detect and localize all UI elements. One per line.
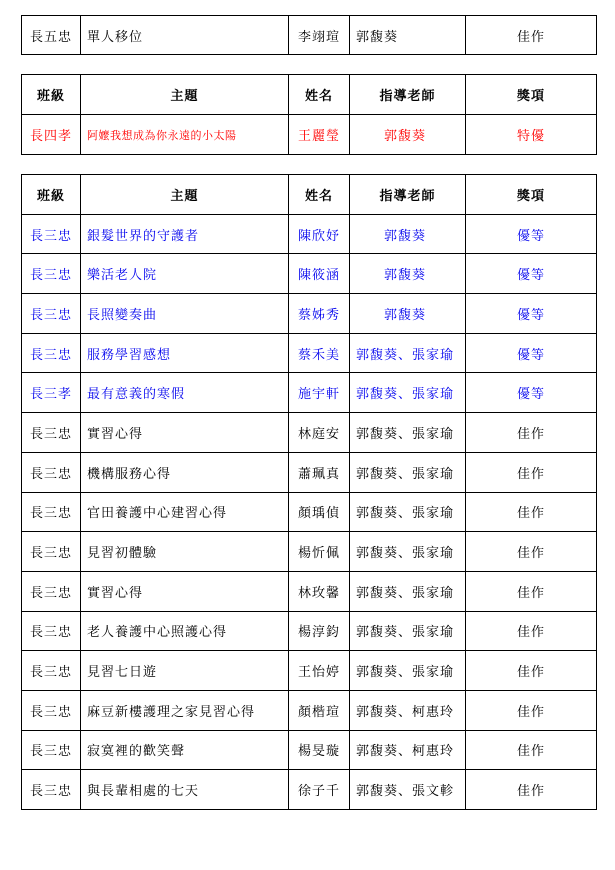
student-name-cell: 楊淳鈞 <box>289 611 350 651</box>
class-cell: 長三忠 <box>22 413 81 453</box>
teacher-cell: 郭馥葵、柯惠玲 <box>350 730 466 770</box>
topic-cell: 單人移位 <box>81 16 289 55</box>
topic-cell: 機構服務心得 <box>81 452 289 492</box>
award-table-senior <box>21 15 597 55</box>
award-cell: 佳作 <box>466 452 597 492</box>
header-name: 姓名 <box>289 75 350 115</box>
table-row <box>22 115 597 155</box>
teacher-cell: 郭馥葵、張家瑜 <box>350 532 466 572</box>
topic-cell: 實習心得 <box>81 413 289 453</box>
table-row <box>22 294 597 334</box>
class-cell: 長三忠 <box>22 571 81 611</box>
teacher-cell: 郭馥葵、張家瑜 <box>350 333 466 373</box>
award-cell: 佳作 <box>466 611 597 651</box>
award-cell: 佳作 <box>466 770 597 810</box>
class-cell: 長五忠 <box>22 16 81 55</box>
class-cell: 長三忠 <box>22 690 81 730</box>
award-table-grade4 <box>21 74 597 155</box>
student-name-cell: 蕭珮真 <box>289 452 350 492</box>
table-row <box>22 413 597 453</box>
class-cell: 長三忠 <box>22 254 81 294</box>
award-cell: 佳作 <box>466 16 597 55</box>
header-topic: 主題 <box>81 175 289 215</box>
table-row <box>22 690 597 730</box>
award-cell: 佳作 <box>466 413 597 453</box>
class-cell: 長三忠 <box>22 492 81 532</box>
award-cell: 優等 <box>466 373 597 413</box>
teacher-cell: 郭馥葵 <box>350 254 466 294</box>
table-row <box>22 492 597 532</box>
student-name-cell: 李翊瑄 <box>289 16 350 55</box>
table-row <box>22 730 597 770</box>
award-cell: 佳作 <box>466 532 597 572</box>
topic-cell: 寂寞裡的歡笑聲 <box>81 730 289 770</box>
student-name-cell: 林玫馨 <box>289 571 350 611</box>
award-cell: 優等 <box>466 333 597 373</box>
class-cell: 長三忠 <box>22 730 81 770</box>
table-row <box>22 254 597 294</box>
topic-cell: 老人養護中心照護心得 <box>81 611 289 651</box>
topic-cell: 見習七日遊 <box>81 651 289 691</box>
student-name-cell: 顏瑀偵 <box>289 492 350 532</box>
table-row <box>22 373 597 413</box>
table-row <box>22 532 597 572</box>
topic-cell: 長照變奏曲 <box>81 294 289 334</box>
teacher-cell: 郭馥葵、張家瑜 <box>350 373 466 413</box>
award-cell: 優等 <box>466 214 597 254</box>
class-cell: 長三忠 <box>22 770 81 810</box>
topic-cell: 實習心得 <box>81 571 289 611</box>
table-header-row <box>22 75 597 115</box>
teacher-cell: 郭馥葵、張家瑜 <box>350 611 466 651</box>
topic-cell: 服務學習感想 <box>81 333 289 373</box>
teacher-cell: 郭馥葵 <box>350 115 466 155</box>
table-header-row <box>22 175 597 215</box>
award-cell: 佳作 <box>466 492 597 532</box>
class-cell: 長三忠 <box>22 294 81 334</box>
header-class: 班級 <box>22 175 81 215</box>
topic-cell: 最有意義的寒假 <box>81 373 289 413</box>
student-name-cell: 楊旻璇 <box>289 730 350 770</box>
topic-cell: 麻豆新樓護理之家見習心得 <box>81 690 289 730</box>
student-name-cell: 王怡婷 <box>289 651 350 691</box>
topic-cell: 樂活老人院 <box>81 254 289 294</box>
award-cell: 特優 <box>466 115 597 155</box>
topic-cell: 見習初體驗 <box>81 532 289 572</box>
table-row <box>22 452 597 492</box>
class-cell: 長三忠 <box>22 452 81 492</box>
student-name-cell: 蔡禾美 <box>289 333 350 373</box>
student-name-cell: 施宇軒 <box>289 373 350 413</box>
header-teacher: 指導老師 <box>350 75 466 115</box>
table-row <box>22 16 597 55</box>
student-name-cell: 顏楷瑄 <box>289 690 350 730</box>
header-class: 班級 <box>22 75 81 115</box>
student-name-cell: 蔡姊秀 <box>289 294 350 334</box>
table-row <box>22 333 597 373</box>
award-cell: 優等 <box>466 294 597 334</box>
header-name: 姓名 <box>289 175 350 215</box>
table-row <box>22 651 597 691</box>
teacher-cell: 郭馥葵 <box>350 214 466 254</box>
teacher-cell: 郭馥葵 <box>350 294 466 334</box>
table-row <box>22 571 597 611</box>
student-name-cell: 徐子千 <box>289 770 350 810</box>
header-topic: 主題 <box>81 75 289 115</box>
table-body <box>22 214 597 809</box>
student-name-cell: 王麗瑩 <box>289 115 350 155</box>
award-cell: 佳作 <box>466 730 597 770</box>
student-name-cell: 林庭安 <box>289 413 350 453</box>
teacher-cell: 郭馥葵、張文軫 <box>350 770 466 810</box>
header-award: 獎項 <box>466 175 597 215</box>
header-teacher: 指導老師 <box>350 175 466 215</box>
award-cell: 佳作 <box>466 690 597 730</box>
student-name-cell: 陳筱涵 <box>289 254 350 294</box>
award-table-grade3 <box>21 174 597 810</box>
teacher-cell: 郭馥葵、張家瑜 <box>350 651 466 691</box>
topic-cell: 官田養護中心建習心得 <box>81 492 289 532</box>
header-award: 獎項 <box>466 75 597 115</box>
class-cell: 長三孝 <box>22 373 81 413</box>
award-cell: 佳作 <box>466 651 597 691</box>
class-cell: 長三忠 <box>22 611 81 651</box>
teacher-cell: 郭馥葵 <box>350 16 466 55</box>
teacher-cell: 郭馥葵、張家瑜 <box>350 571 466 611</box>
student-name-cell: 陳欣妤 <box>289 214 350 254</box>
topic-cell: 與長輩相處的七天 <box>81 770 289 810</box>
award-cell: 佳作 <box>466 571 597 611</box>
teacher-cell: 郭馥葵、柯惠玲 <box>350 690 466 730</box>
class-cell: 長三忠 <box>22 333 81 373</box>
table-row <box>22 214 597 254</box>
class-cell: 長三忠 <box>22 532 81 572</box>
topic-cell: 阿嬤我想成為你永遠的小太陽 <box>81 115 289 155</box>
teacher-cell: 郭馥葵、張家瑜 <box>350 413 466 453</box>
class-cell: 長三忠 <box>22 651 81 691</box>
award-cell: 優等 <box>466 254 597 294</box>
class-cell: 長四孝 <box>22 115 81 155</box>
table-row <box>22 770 597 810</box>
topic-cell: 銀髮世界的守護者 <box>81 214 289 254</box>
class-cell: 長三忠 <box>22 214 81 254</box>
student-name-cell: 楊忻佩 <box>289 532 350 572</box>
table-row <box>22 611 597 651</box>
teacher-cell: 郭馥葵、張家瑜 <box>350 452 466 492</box>
teacher-cell: 郭馥葵、張家瑜 <box>350 492 466 532</box>
